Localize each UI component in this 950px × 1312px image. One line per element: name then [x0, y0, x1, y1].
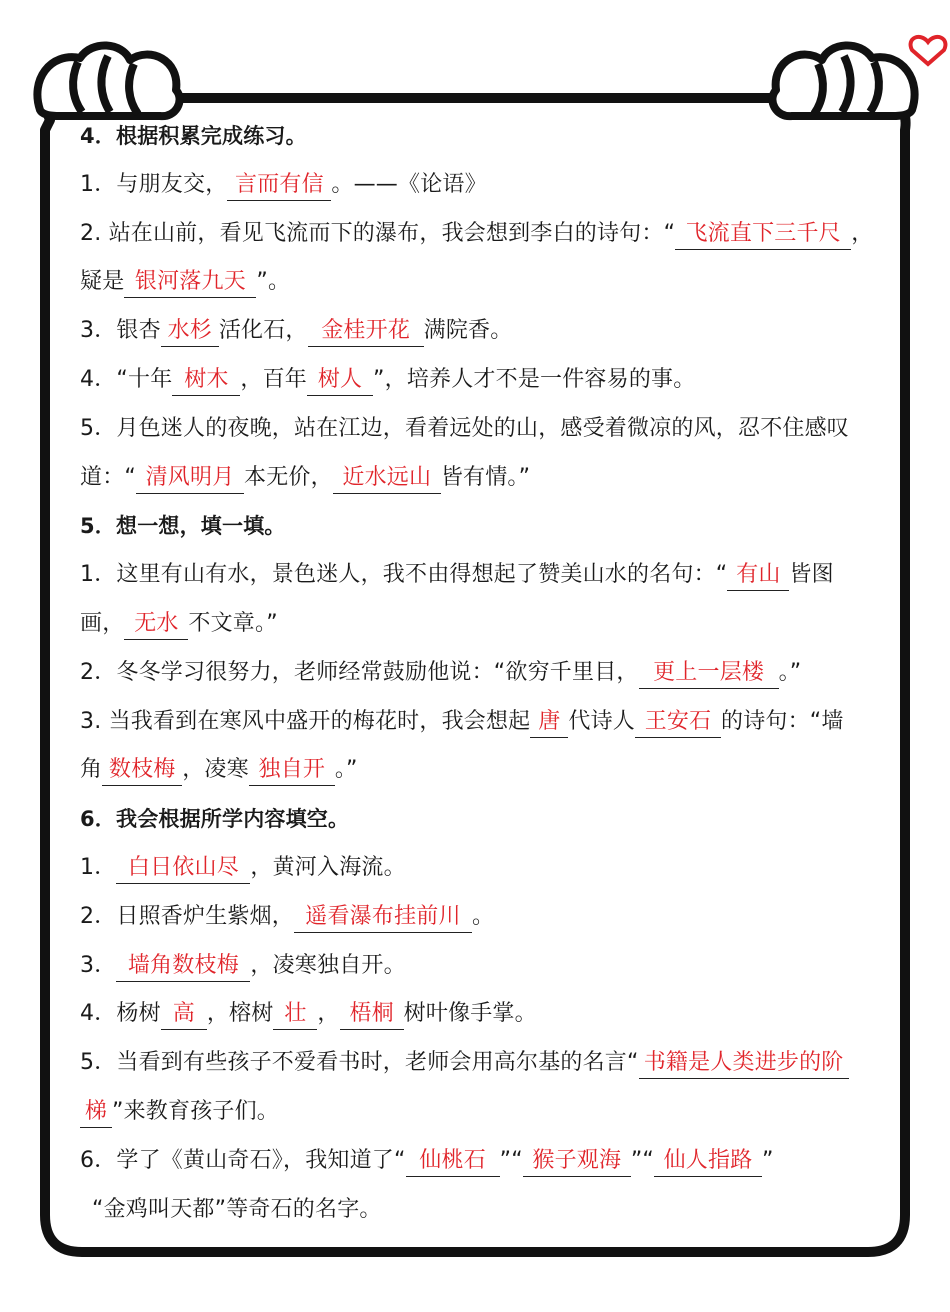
answer-blank: 飞流直下三千尺: [675, 219, 851, 250]
answer-blank: 白日依山尽: [116, 853, 250, 884]
answer-blank: 清风明月: [136, 463, 244, 494]
question-4-1: [80, 161, 880, 210]
text: 的诗句：“墙: [721, 708, 844, 734]
answer-blank: 近水远山: [333, 463, 441, 494]
question-5-3: [80, 698, 880, 747]
answer-blank: 仙人指路: [654, 1146, 762, 1177]
text: ”。: [256, 269, 291, 295]
text: ”，培养人才不是一件容易的事。: [373, 366, 696, 392]
question-5-1-cont: [80, 600, 880, 649]
text: 3．银杏: [80, 318, 161, 344]
worksheet-content: [80, 112, 880, 1234]
text: ，: [317, 1001, 340, 1027]
answer-blank: 数枝梅: [102, 755, 182, 786]
text: ，: [851, 220, 874, 246]
text: 。——《论语》: [331, 171, 487, 197]
heart-icon: [911, 37, 946, 64]
answer-blank: 书籍是人类进步的阶: [639, 1048, 849, 1079]
text: 5．当看到有些孩子不爱看书时，老师会用高尔基的名言“: [80, 1050, 639, 1076]
question-6-1: [80, 844, 880, 893]
text: 活化石，: [218, 318, 308, 344]
text: 代诗人: [568, 708, 635, 734]
question-4-4: [80, 356, 880, 405]
text: 6．学了《黄山奇石》，我知道了“: [80, 1147, 406, 1173]
text: 满院香。: [423, 318, 513, 344]
text: 2. 站在山前，看见飞流而下的瀑布，我会想到李白的诗句：“: [80, 220, 676, 246]
text: 疑是: [80, 269, 125, 295]
text: 3．: [80, 952, 117, 978]
answer-blank: 树木: [172, 365, 240, 396]
answer-blank: 更上一层楼: [639, 658, 779, 689]
question-5-1: [80, 551, 880, 600]
text: 树叶像手掌。: [403, 1001, 537, 1027]
answer-blank: 树人: [307, 365, 373, 396]
text: 皆图: [789, 562, 834, 588]
question-6-6-cont: [80, 1186, 880, 1235]
answer-blank: 金桂开花: [308, 316, 424, 347]
text: ”“: [499, 1147, 523, 1173]
answer-blank: 独自开: [249, 755, 335, 786]
text: 角: [80, 757, 103, 783]
text: 1．这里有山有水，景色迷人，我不由得想起了赞美山水的名句：“: [80, 562, 728, 588]
answer-blank: 有山: [727, 560, 789, 591]
question-6-4: [80, 990, 880, 1039]
answer-blank: 猴子观海: [523, 1146, 631, 1177]
answer-blank: 银河落九天: [124, 267, 256, 298]
text: 5．月色迷人的夜晚，站在江边，看着远处的山，感受着微凉的风，忍不住感叹: [80, 415, 849, 441]
answer-blank: 壮: [273, 999, 317, 1030]
text: 不文章。”: [188, 610, 278, 636]
text: 1．与朋友交，: [80, 171, 228, 197]
question-6-5-cont: [80, 1088, 880, 1137]
text: 道：“: [80, 464, 136, 490]
answer-blank: 梧桐: [340, 999, 404, 1030]
question-4-3: [80, 307, 880, 356]
answer-blank: 水杉: [161, 316, 219, 347]
text: 画，: [80, 610, 125, 636]
text: ，凌寒独自开。: [250, 952, 406, 978]
text: ，黄河入海流。: [250, 854, 406, 880]
text: ”“: [630, 1147, 655, 1173]
text: 本无价，: [244, 464, 333, 490]
left-cartoon-hand-icon: [37, 45, 179, 116]
question-4-5-cont: [80, 454, 880, 503]
answer-blank: 梯: [80, 1097, 112, 1128]
text: 4．杨树: [80, 1001, 161, 1027]
section-5-heading: 5．想一想，填一填。: [80, 514, 286, 539]
text: ，榕树: [206, 1001, 274, 1027]
text: 。: [472, 903, 495, 929]
question-6-5: [80, 1039, 880, 1088]
text: 3. 当我看到在寒风中盛开的梅花时，我会想起: [80, 708, 531, 734]
text: “金鸡叫天都”等奇石的名字。: [92, 1196, 382, 1222]
text: ”: [762, 1147, 774, 1173]
question-4-5: [80, 405, 880, 454]
text: 4．“十年: [80, 366, 173, 392]
answer-blank: 言而有信: [227, 170, 331, 201]
text: ，凌寒: [182, 757, 249, 783]
question-4-2-cont: [80, 258, 880, 307]
text: 。”: [778, 659, 802, 685]
section-6-heading: 6．我会根据所学内容填空。: [80, 807, 350, 832]
answer-blank: 仙桃石: [406, 1146, 500, 1177]
answer-blank: 王安石: [635, 707, 721, 738]
answer-blank: 墙角数枝梅: [116, 951, 250, 982]
text: 2．日照香炉生紫烟，: [80, 903, 294, 929]
text: 。”: [334, 757, 358, 783]
question-6-2: [80, 893, 880, 942]
text: ”来教育孩子们。: [112, 1098, 279, 1124]
text: 皆有情。”: [440, 464, 531, 490]
right-cartoon-hand-icon: [772, 45, 914, 116]
answer-blank: 高: [161, 999, 207, 1030]
question-6-3: [80, 942, 880, 991]
question-5-3-cont: [80, 746, 880, 795]
text: ，百年: [240, 366, 308, 392]
question-5-2: [80, 649, 880, 698]
answer-blank: 无水: [124, 609, 188, 640]
text: 1．: [80, 854, 117, 880]
section-4-heading: 4．根据积累完成练习。: [80, 124, 307, 148]
text: 2．冬冬学习很努力，老师经常鼓励他说：“欲穷千里目，: [80, 659, 639, 685]
answer-blank: 遥看瀑布挂前川: [294, 902, 472, 933]
question-4-2: [80, 210, 880, 259]
question-6-6: [80, 1137, 880, 1186]
answer-blank: 唐: [530, 707, 568, 738]
